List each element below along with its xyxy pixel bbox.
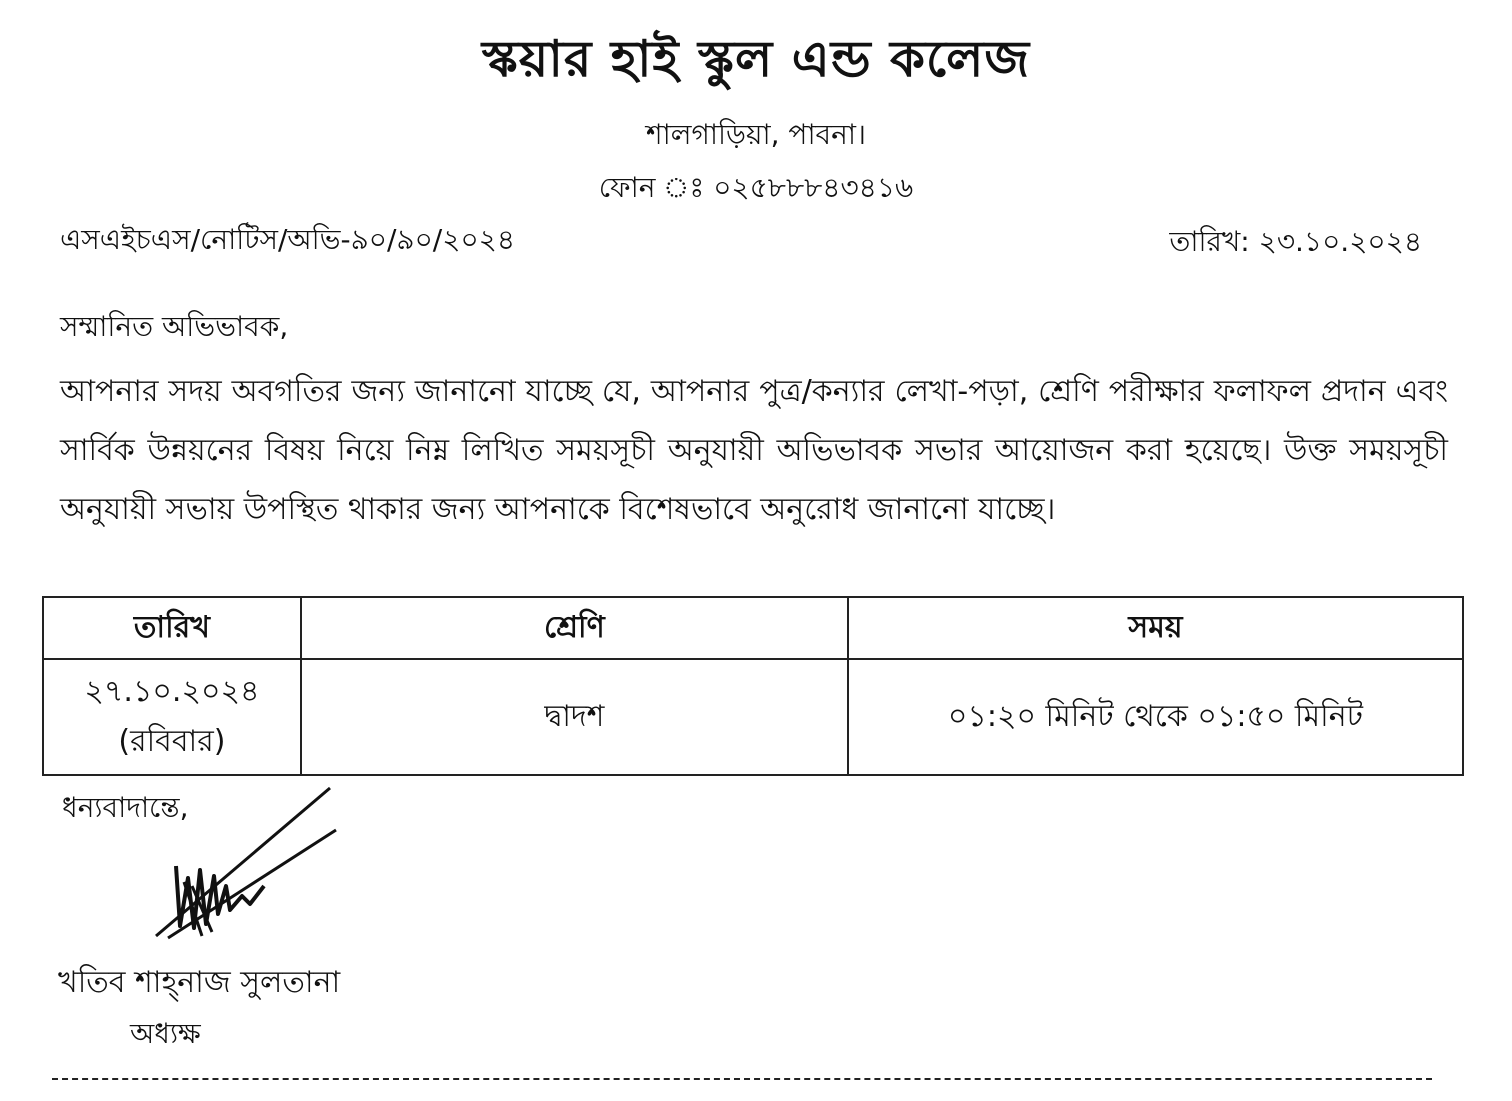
bottom-divider	[52, 1078, 1432, 1080]
schedule-table	[42, 596, 1464, 776]
cell-time: ০১:২০ মিনিট থেকে ০১:৫০ মিনিট	[848, 659, 1463, 775]
signer-name: খতিব শাহ্‌নাজ সুলতানা	[58, 965, 341, 1000]
schedule-header-row	[43, 597, 1463, 659]
signature-image	[140, 786, 370, 946]
school-address: শালগাড়িয়া, পাবনা।	[646, 118, 866, 151]
header-time: সময়	[848, 597, 1463, 659]
cell-class: দ্বাদশ	[301, 659, 848, 775]
meeting-day: (রবিবার)	[118, 724, 226, 759]
header-class: শ্রেণি	[301, 597, 848, 659]
table-row	[43, 659, 1463, 775]
reference-number: এসএইচএস/নোটিস/অভি-৯০/৯০/২০২৪	[60, 223, 516, 256]
closing-text: ধন্যবাদান্তে,	[62, 791, 189, 824]
school-phone: ফোন ঃ ০২৫৮৮৮৪৩৪১৬	[598, 171, 914, 204]
notice-date: তারিখ: ২৩.১০.২০২৪	[1169, 225, 1422, 258]
school-name: স্কয়ার হাই স্কুল এন্ড কলেজ	[481, 30, 1031, 88]
meeting-date: ২৭.১০.২০২৪	[84, 674, 260, 709]
header-date: তারিখ	[43, 597, 301, 659]
notice-body: আপনার সদয় অবগতির জন্য জানানো যাচ্ছে যে, আপনার পুত্র/কন্যার লেখা-পড়া, শ্রেণি পরীক্ষার ফলাফল প্রদান এবং সার্বিক উন্নয়নের বিষয় নিয়ে নিম্ন লিখিত সময়সূচী অনুযায়ী অভিভাবক সভার আয়োজন করা হয়েছে। উক্ত সময়সূচী অনুযায়ী সভায় উপস্থিত থাকার জন্য আপনাকে বিশেষভাবে অনুরোধ জানানো যাচ্ছে।	[60, 374, 1448, 527]
salutation: সম্মানিত অভিভাবক,	[60, 310, 289, 343]
cell-date	[43, 659, 301, 775]
signer-designation: অধ্যক্ষ	[130, 1017, 201, 1050]
